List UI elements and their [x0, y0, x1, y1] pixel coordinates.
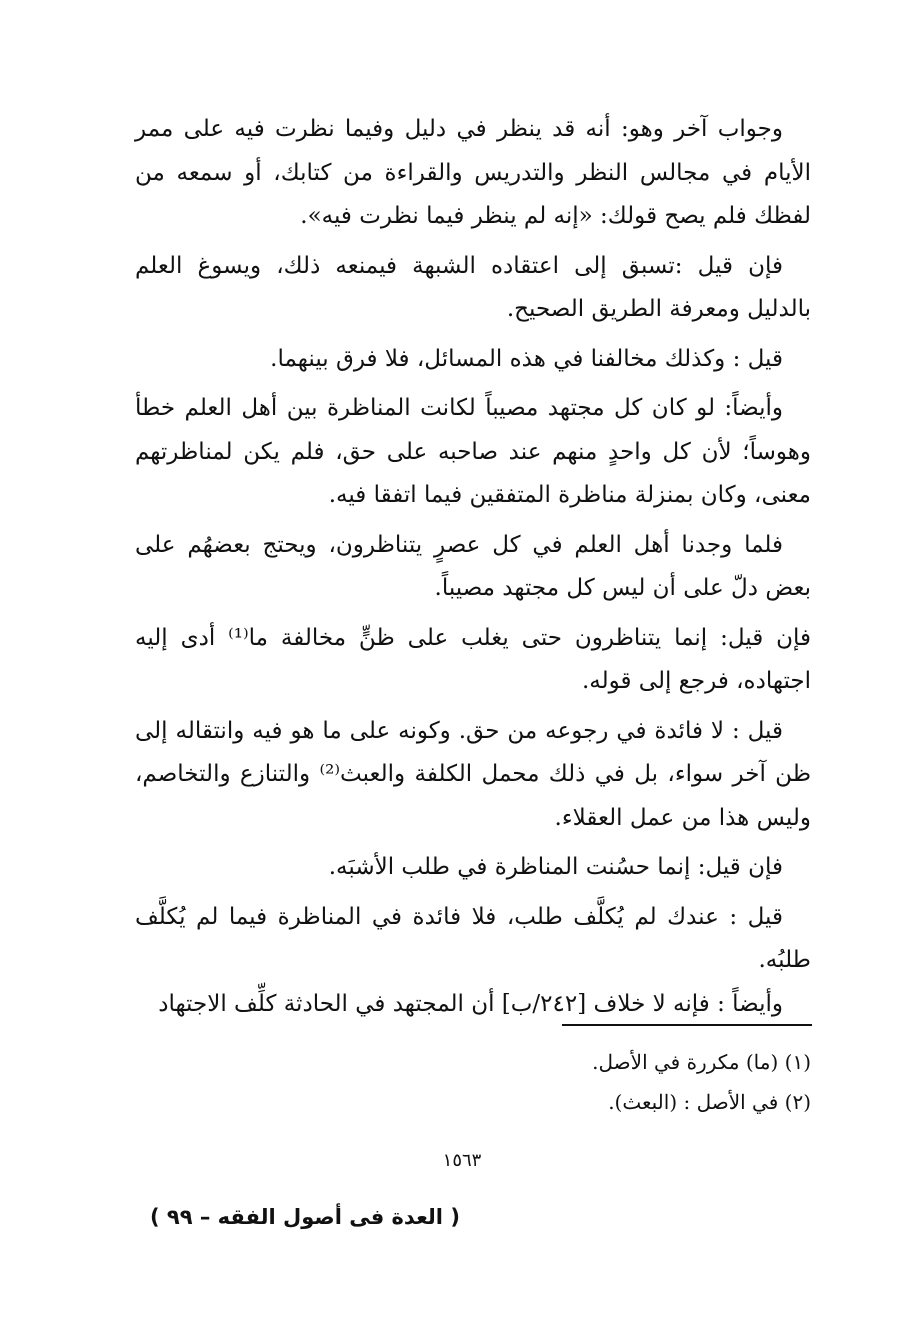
paragraph-4: وأيضاً: لو كان كل مجتهد مصيباً لكانت المناظرة بين أهل العلم خطأ وهوساً؛ لأن كل واحدٍ منهم عند صاحبه على حق، فلم يكن لمناظرتهم معنى، وكان بمنزلة مناظرة المتفقين فيما اتفقا فيه. [135, 395, 811, 508]
body-text [135, 108, 811, 1032]
paragraph-1: وجواب آخر وهو: أنه قد ينظر في دليل وفيما نظرت فيه على ممر الأيام في مجالس النظر والتدريس والقراءة من كتابك، أو سمعه من لفظك فلم يصح قولك: «إنه لم ينظر فيما نظرت فيه». [135, 116, 811, 229]
paragraph-7: قيل : لا فائدة في رجوعه من حق. وكونه على ما هو فيه وانتقاله إلى ظن آخر سواء، بل في ذلك محمل الكلفة والعبث⁽²⁾ والتنازع والتخاصم، وليس هذا من عمل العقلاء. [135, 717, 811, 831]
paragraph-8: فإن قيل: إنما حسُنت المناظرة في طلب الأشبَه. [328, 854, 783, 880]
paragraph-3: قيل : وكذلك مخالفنا في هذه المسائل، فلا فرق بينهما. [270, 345, 783, 372]
paragraph-5: فلما وجدنا أهل العلم في كل عصرٍ يتناظرون، ويحتج بعضهُم على بعض دلّ على أن ليس كل مجتهد مصيباً. [135, 531, 811, 601]
running-title: ( العدة فى أصول الفقه – ٩٩ ) [150, 1205, 460, 1229]
footnote-2: (٢) في الأصل : (البعث). [608, 1090, 811, 1114]
paragraph-2: فإن قيل :تسبق إلى اعتقاده الشبهة فيمنعه ذلك، ويسوغ العلم بالدليل ومعرفة الطريق الصحيح. [135, 252, 811, 322]
footnote-separator [562, 1024, 812, 1026]
paragraph-6: فإن قيل: إنما يتناظرون حتى يغلب على ظنٍّ مخالفة ما⁽¹⁾ أدى إليه اجتهاده، فرجع إلى قوله. [135, 624, 811, 694]
footnote-1: (١) (ما) مكررة في الأصل. [592, 1050, 811, 1074]
footnotes [135, 1042, 811, 1122]
paragraph-10: وأيضاً : فإنه لا خلاف [٢٤٢/ب] أن المجتهد في الحادثة كلِّف الاجتهاد [158, 990, 783, 1017]
page-number: ١٥٦٣ [442, 1150, 482, 1171]
paragraph-9: قيل : عندك لم يُكلَّف طلب، فلا فائدة في المناظرة فيما لم يُكلَّف طلبُه. [135, 903, 811, 973]
